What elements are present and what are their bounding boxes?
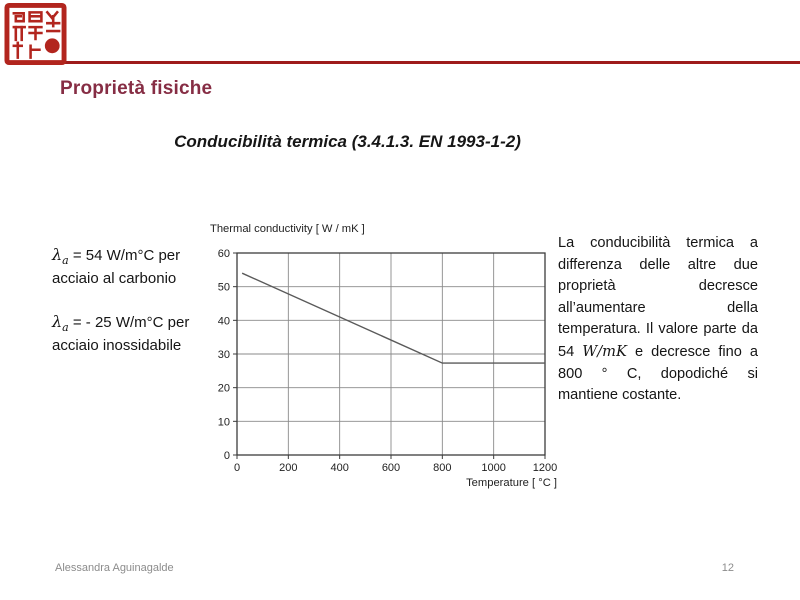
y-tick-label: 20 xyxy=(217,382,230,395)
chart-container xyxy=(204,217,574,497)
note-formula: $\lambda_a = 54$ W/m°C per xyxy=(52,245,181,268)
y-tick-label: 30 xyxy=(217,349,230,361)
x-tick-label: 1000 xyxy=(481,462,506,474)
footer-author: Alessandra Aguinagalde xyxy=(55,562,174,574)
description-paragraph: La conducibilità termica a differenza delle altre due proprietà decresce all’aumentare della temperatura. Il valore parte da 54 W/mK e decresce fino a 800 ° C, dopodiché si mantiene costante. xyxy=(558,235,758,404)
lambda-symbol: $\lambda_a$ xyxy=(52,245,69,268)
header-rule xyxy=(36,61,800,64)
note-material: acciaio al carbonio xyxy=(52,270,177,287)
seal-stamp-logo xyxy=(4,2,67,66)
y-tick-label: 10 xyxy=(217,416,230,429)
note-formula: $\lambda_a$ = - 25 W/m°C per xyxy=(52,312,190,335)
y-tick-label: 60 xyxy=(217,248,230,260)
y-axis-title: Thermal conductivity [ W / mK ] xyxy=(210,223,365,235)
thermal-conductivity-chart xyxy=(204,217,574,497)
y-tick-label: 50 xyxy=(217,281,230,294)
x-tick-label: 0 xyxy=(233,462,241,474)
x-tick-label: 600 xyxy=(381,462,401,474)
note-material: acciaio inossidabile xyxy=(52,337,182,354)
y-tick-label: 40 xyxy=(217,315,230,328)
x-tick-label: 800 xyxy=(433,462,452,474)
slide-subtitle: Conducibilità termica (3.4.1.3. EN 1993-1-2) xyxy=(174,132,521,151)
footer-page-number: 12 xyxy=(721,562,734,574)
y-tick-label: 0 xyxy=(223,450,230,462)
x-tick-label: 1200 xyxy=(532,462,558,474)
page-title: Proprietà fisiche xyxy=(60,78,213,99)
x-axis-title: Temperature [ °C ] xyxy=(466,477,557,489)
x-tick-label: 400 xyxy=(330,462,349,474)
lambda-symbol: $\lambda_a$ xyxy=(52,312,69,335)
x-tick-label: 200 xyxy=(279,462,298,474)
